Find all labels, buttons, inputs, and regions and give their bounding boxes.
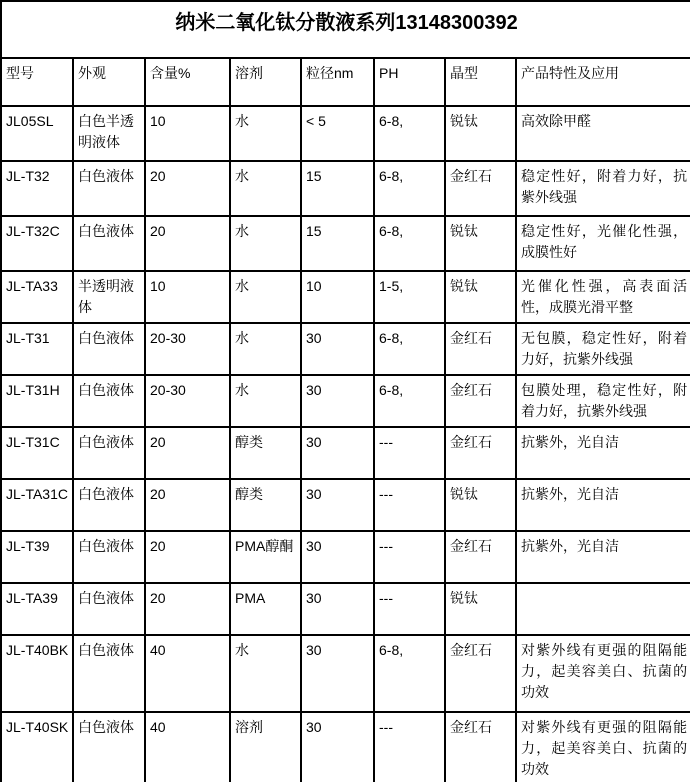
cell-model: JL-TA31C [1,479,73,531]
table-row-JL-TA39 [1,583,690,635]
cell-model: JL-T31 [1,323,73,375]
cell-particle-size: 30 [301,635,374,712]
cell-features: 对紫外线有更强的阻隔能力，起美容美白、抗菌的功效 [516,635,690,712]
cell-content-percent: 10 [145,271,230,323]
cell-ph: 6-8, [374,216,445,271]
cell-particle-size: 30 [301,427,374,479]
cell-particle-size: 15 [301,161,374,216]
cell-content-percent: 10 [145,106,230,161]
table-row-JL-T39 [1,531,690,583]
cell-appearance: 白色液体 [73,531,145,583]
cell-solvent: 水 [230,323,301,375]
cell-particle-size: 30 [301,712,374,782]
column-header-ph: PH [374,58,445,106]
column-header-features: 产品特性及应用 [516,58,690,106]
cell-appearance: 白色液体 [73,583,145,635]
cell-solvent: 水 [230,106,301,161]
table-body [1,106,690,782]
cell-solvent: 溶剂 [230,712,301,782]
cell-ph: 6-8, [374,635,445,712]
cell-ph: --- [374,479,445,531]
table-row-JL-T32C [1,216,690,271]
cell-model: JL-T32C [1,216,73,271]
cell-ph: --- [374,427,445,479]
cell-ph: 6-8, [374,161,445,216]
cell-solvent: 水 [230,216,301,271]
cell-particle-size: 10 [301,271,374,323]
table-row-JL-T32 [1,161,690,216]
column-header-appearance: 外观 [73,58,145,106]
cell-crystal-form: 锐钛 [445,216,516,271]
cell-crystal-form: 金红石 [445,635,516,712]
cell-solvent: 醇类 [230,427,301,479]
table-row-JL-T40SK [1,712,690,782]
cell-content-percent: 20 [145,479,230,531]
cell-features: 光催化性强，高表面活性，成膜光滑平整 [516,271,690,323]
cell-features [516,583,690,635]
column-header-content-percent: 含量% [145,58,230,106]
cell-appearance: 白色液体 [73,427,145,479]
cell-crystal-form: 金红石 [445,375,516,427]
column-header-solvent: 溶剂 [230,58,301,106]
cell-appearance: 白色液体 [73,635,145,712]
cell-crystal-form: 金红石 [445,531,516,583]
column-header-crystal-form: 晶型 [445,58,516,106]
cell-content-percent: 20 [145,161,230,216]
cell-ph: --- [374,583,445,635]
table-row-JL-T31C [1,427,690,479]
cell-appearance: 白色液体 [73,712,145,782]
cell-appearance: 半透明液体 [73,271,145,323]
cell-features: 抗紫外，光自洁 [516,427,690,479]
cell-ph: --- [374,712,445,782]
cell-model: JL-TA39 [1,583,73,635]
cell-ph: 6-8, [374,375,445,427]
page-title: 纳米二氧化钛分散液系列13148300392 [1,1,690,58]
cell-particle-size: 30 [301,375,374,427]
column-header-particle-size: 粒径nm [301,58,374,106]
column-header-row [1,58,690,106]
cell-solvent: 醇类 [230,479,301,531]
cell-features: 包膜处理，稳定性好，附着力好，抗紫外线强 [516,375,690,427]
cell-model: JL-T40BK [1,635,73,712]
cell-features: 稳定性好，附着力好，抗紫外线强 [516,161,690,216]
cell-appearance: 白色液体 [73,479,145,531]
cell-content-percent: 20 [145,531,230,583]
cell-features: 无包膜，稳定性好，附着力好，抗紫外线强 [516,323,690,375]
cell-solvent: 水 [230,635,301,712]
cell-crystal-form: 锐钛 [445,271,516,323]
cell-model: JL-T32 [1,161,73,216]
cell-model: JL-T31H [1,375,73,427]
cell-solvent: 水 [230,271,301,323]
cell-particle-size: 30 [301,323,374,375]
table-row-JL-TA31C [1,479,690,531]
cell-model: JL-T31C [1,427,73,479]
cell-particle-size: 30 [301,531,374,583]
cell-crystal-form: 金红石 [445,712,516,782]
cell-appearance: 白色半透明液体 [73,106,145,161]
cell-features: 对紫外线有更强的阻隔能力，起美容美白、抗菌的功效 [516,712,690,782]
cell-content-percent: 20-30 [145,375,230,427]
cell-model: JL05SL [1,106,73,161]
cell-crystal-form: 金红石 [445,427,516,479]
cell-ph: 6-8, [374,106,445,161]
cell-particle-size: 30 [301,583,374,635]
cell-ph: --- [374,531,445,583]
cell-features: 抗紫外，光自洁 [516,479,690,531]
cell-content-percent: 20 [145,427,230,479]
cell-features: 抗紫外，光自洁 [516,531,690,583]
cell-particle-size: 15 [301,216,374,271]
cell-crystal-form: 锐钛 [445,106,516,161]
cell-appearance: 白色液体 [73,323,145,375]
cell-crystal-form: 金红石 [445,323,516,375]
table-row-JL-T31 [1,323,690,375]
cell-appearance: 白色液体 [73,216,145,271]
cell-content-percent: 20 [145,583,230,635]
cell-content-percent: 40 [145,712,230,782]
table-row-JL-T40BK [1,635,690,712]
cell-solvent: PMA醇酮 [230,531,301,583]
cell-model: JL-T39 [1,531,73,583]
cell-solvent: 水 [230,161,301,216]
cell-solvent: PMA [230,583,301,635]
cell-content-percent: 20-30 [145,323,230,375]
cell-ph: 6-8, [374,323,445,375]
cell-particle-size: 30 [301,479,374,531]
cell-crystal-form: 锐钛 [445,583,516,635]
cell-crystal-form: 锐钛 [445,479,516,531]
cell-ph: 1-5, [374,271,445,323]
cell-crystal-form: 金红石 [445,161,516,216]
title-row [1,1,690,58]
column-header-model: 型号 [1,58,73,106]
cell-particle-size: < 5 [301,106,374,161]
cell-content-percent: 20 [145,216,230,271]
cell-model: JL-TA33 [1,271,73,323]
table-row-JL05SL [1,106,690,161]
table-row-JL-T31H [1,375,690,427]
cell-model: JL-T40SK [1,712,73,782]
cell-features: 稳定性好，光催化性强，成膜性好 [516,216,690,271]
cell-appearance: 白色液体 [73,375,145,427]
cell-solvent: 水 [230,375,301,427]
cell-content-percent: 40 [145,635,230,712]
cell-features: 高效除甲醛 [516,106,690,161]
cell-appearance: 白色液体 [73,161,145,216]
table-row-JL-TA33 [1,271,690,323]
